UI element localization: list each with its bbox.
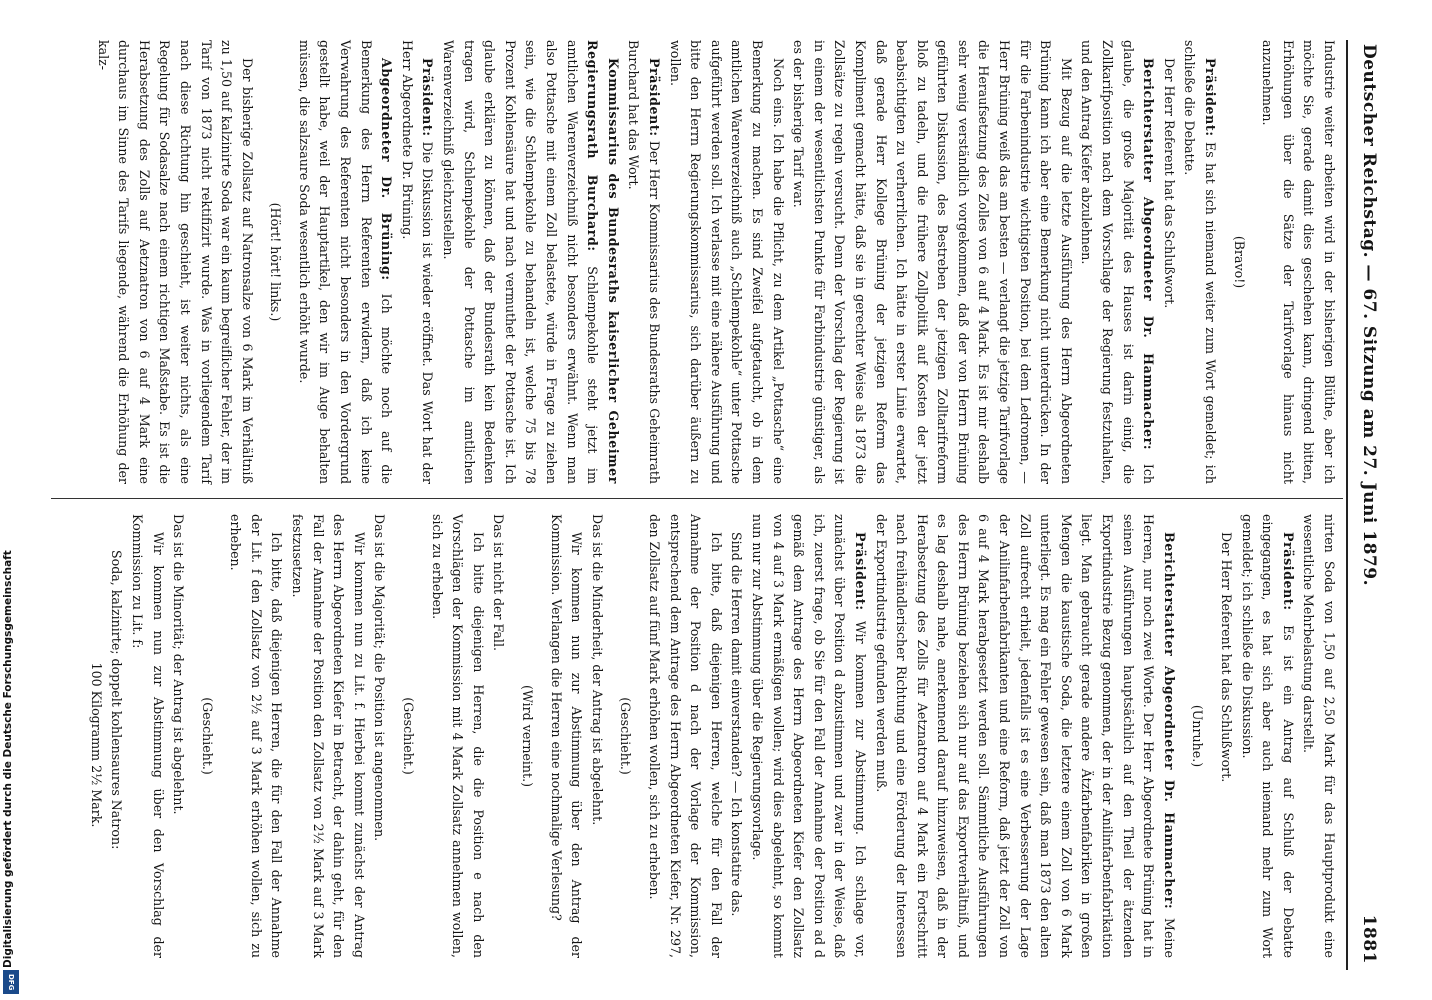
speech-text: Meine Herren, nur noch zwei Worte. Der Herr Abgeordnete Brüning hat in seinen Ausführungen hauptsächlich auf den Theil der ätzenden Exportindustrie Bezug genommen, der in der Anilinfarbenfabrikation liegt. Man gebraucht gerade andere Ätzfarbenfabriken in großen Mengen die kaustische Soda, die letztere einem Zoll von 6 Mark unterliegt. Es mag ein Fehler gewesen sein, daß man 1873 den alten Zoll aufrecht erhielt, jedenfalls ist es eine Verbesserung der Lage der Anilinfarbenfabrikanten und eine Reform, daß jetzt der Zoll von 6 auf 4 Mark herabgesetzt werden soll. Sämmtliche Ausführungen des Herrn Brüning beziehen sich nur auf das Exportverhältniß, und es lag deshalb nahe, anerkennend darauf hinzuweisen, daß in der Herabsetzung des Zolls für Aetznatron auf 4 Mark ein Fortschritt nach freihändlerischer Richtung und eine Förderung der Interessen der Exportindustrie gefunden werden muß. bbox=[873, 514, 1177, 958]
header-rule bbox=[1346, 40, 1348, 970]
text-paragraph: Noch eins. Ich habe die Pflicht, zu dem Artikel „Pottasche“ eine Bemerkung zu machen. Es sind Zweifel aufgetaucht, ob in dem amtlichen Warenverzeichniß auch „Schlempekohle“ unter Pottasche aufgeführt werden soll. Ich verlasse mit eine nähere Ausführung und bitte den Herrn Regierungskommissarius, sich darüber äußern zu wollen. bbox=[667, 40, 786, 484]
text-paragraph: Wir kommen nun zur Abstimmung über den Vorschlag der Kommission zu Lit. f: bbox=[129, 514, 166, 958]
tariff-rate: 100 Kilogramm 2½ Mark. bbox=[88, 662, 104, 828]
text-paragraph: nirten Soda von 1,50 auf 2,50 Mark für das Hauptprodukt eine wesentliche Mehrbelastung darstellt. bbox=[1301, 514, 1337, 958]
running-title: Deutscher Reichstag. — 67. Sitzung am 27. Juni 1879. bbox=[1359, 44, 1379, 586]
speech-paragraph bbox=[623, 40, 664, 484]
text-paragraph: Wir kommen nun zu Lit. f. Hierbei kommt zunächst der Antrag des Herrn Abgeordneten Kiefer in Betracht, der dahin geht, für den Fall der Annahme der Position den Zollsatz von 2½ Mark auf 3 Mark festzusetzen. bbox=[290, 514, 367, 958]
text-paragraph: Der Herr Referent hat das Schlußwort. bbox=[1161, 58, 1177, 309]
left-column bbox=[47, 40, 1339, 484]
text-paragraph: Das ist nicht der Fall. bbox=[491, 514, 507, 651]
text-paragraph: Das ist die Minderheit, der Antrag ist abgelehnt. bbox=[589, 514, 605, 826]
text-paragraph: Der Herr Referent hat das Schlußwort. bbox=[1219, 532, 1235, 783]
text-paragraph: Mit Bezug auf die letzte Ausführung des Herrn Abgeordneten Brüning kann ich aber eine Bemerkung nicht unterdrücken. In der für die Farbenindustrie wichtigsten Position, bei dem Ledromen, — Herr Brüning weiß das am besten — verlangt die jetzige Tarifvorlage die Heraufsetzung des Zolles von 6 auf 4 Mark. Es ist mir deshalb sehr wenig verständlich vorgekommen, daß der von Herrn Brüning geführten Diskussion, des Bestreben der jetzigen Zolltarifreform bloß zu tadeln, und die frühere Zollpolitik auf Kosten der jetzt beabsichtigten zu verherrlichen. Ich hätte in erster Linie erwartet, daß gerade Herr Kollege Brüning der jetzigen Reform das Kompliment gemacht hätte, daß sie in gerechter Weise als 1873 die Zollsätze zu regeln versucht. Denn der Vorschlag der Regierung ist in einem der wesentlichsten Punkte für Farbindustrie günstiger, als es der bisherige Tarif war. bbox=[791, 40, 1074, 484]
page-header bbox=[1349, 40, 1385, 970]
text-paragraph: Ich bitte, daß diejenigen Herren, die für den Fall der Annahme der Lit. f den Zollsatz von 2½ auf 3 Mark erhöhen wollen, sich zu erheben. bbox=[228, 514, 285, 958]
column-divider bbox=[51, 498, 1343, 499]
right-column bbox=[47, 514, 1339, 958]
stage-direction: (Bravo!) bbox=[1231, 235, 1247, 289]
speech-text: Es ist ein Antrag auf Schluß der Debatte eingegangen, es hat sich aber auch niemand mehr zum Wort gemeldet; ich schließe die Diskussion. bbox=[1239, 514, 1296, 958]
text-paragraph: Sind die Herren damit einverstanden? — Ich konstatire das. bbox=[729, 532, 745, 917]
speech-text: Ich möchte noch auf die Bemerkung des Herrn Referenten erwidern, daß ich keine Verwahrung des Referenten nicht besonders in den Vordergrund gestellt habe, weil der Hauptartikel, den wir im Auge behalten müssen, die salzsaure Soda wesentlich erhöht wurde. bbox=[296, 40, 395, 484]
speaker-name: Präsident: bbox=[852, 532, 868, 611]
newspaper-page bbox=[47, 40, 1385, 970]
speech-paragraph bbox=[1076, 40, 1158, 484]
stage-direction: (Hört! hört! links.) bbox=[268, 202, 284, 322]
stage-direction: (Unruhe.) bbox=[1190, 704, 1206, 768]
text-paragraph: Ich bitte diejenigen Herren, die die Position e nach den Vorschlägen der Kommission mit 4 Mark Zollsatz annehmen wollen, sich zu erheben. bbox=[429, 514, 486, 958]
text-paragraph: Der bisherige Zollsatz auf Natronsalze von 6 Mark im Verhältniß zu 1,50 auf kalzinirte Soda war ein kaum begreiflicher Fehler, der im Tarif von 1873 nicht rektifizirt wurde. Was in vorliegendem Tarif nach diese Richtung hin geschieht, ist weiter nichts, als eine Regelung für Sodasalze nach einem richtigen Maßstabe. Es ist die Herabsetzung des Zolls auf Aetznatron von 6 auf 4 Mark eine durchaus im Sinne des Tarifs liegende, während die Erhöhung der kalz- bbox=[95, 40, 255, 484]
speaker-name: Präsident: bbox=[1280, 532, 1296, 611]
speech-text: Der Herr Kommissarius des Bundesraths Geheimrath Burchard hat das Wort. bbox=[626, 40, 662, 484]
text-paragraph: Das ist die Majorität; die Position ist angenommen. bbox=[372, 514, 388, 842]
stage-direction: (Geschieht.) bbox=[618, 697, 634, 775]
tariff-item: Soda, kalzinirte; doppelt kohlensaures Natron: bbox=[109, 550, 125, 850]
stage-direction: (Wird verneint.) bbox=[520, 684, 536, 788]
text-paragraph: Industrie weiter arbeiten wird in der bisherigen Blüthe, aber ich möchte Sie, gerade damit dies geschehen kann, dringend bitten, Erhöhungen über die Sätze der Tarifvorlage hinaus nicht anzunehmen. bbox=[1260, 40, 1337, 484]
stage-direction: (Geschieht.) bbox=[199, 697, 215, 775]
speech-paragraph bbox=[396, 40, 437, 484]
credit-text: Digitalisierung gefördert durch die Deutsche Forschungsgemeinschaft bbox=[2, 550, 14, 968]
speaker-name: Kommissarius des Bundesraths kaiserlicher Geheimer Regierungsrath Burchard: bbox=[585, 40, 621, 484]
speech-paragraph bbox=[1179, 40, 1220, 484]
speaker-name: Präsident: bbox=[1203, 58, 1219, 137]
speech-paragraph bbox=[870, 514, 1179, 958]
speaker-name: Präsident: bbox=[647, 58, 662, 137]
speech-text: Die Diskussion ist wieder eröffnet. Das Wort hat der Herr Abgeordnete Dr. Brüning. bbox=[399, 40, 436, 484]
digitization-credit bbox=[0, 0, 24, 1000]
speech-text: Es hat sich niemand weiter zum Wort gemeldet; ich schließe die Debatte. bbox=[1182, 40, 1219, 484]
speech-paragraph bbox=[293, 40, 396, 484]
text-paragraph: Das ist die Minorität; der Antrag ist abgelehnt. bbox=[171, 514, 187, 815]
speech-paragraph bbox=[437, 40, 622, 484]
speaker-name: Berichterstatter Abgeordneter Dr. Hammacher: bbox=[1141, 58, 1157, 451]
speech-paragraph bbox=[1236, 514, 1298, 958]
speech-text: Ich glaube, die große Majorität des Hauses ist darin einig, die Zollkarifposition nach dem Vorschlage der Regierung festzuhalten, und den Antrag Kiefer abzulehnen. bbox=[1079, 40, 1157, 484]
text-paragraph: Ich bitte, daß diejenigen Herren, welche für den Fall der Annahme der Position d nach der Vorlage der Kommission, entsprechend dem Antrage des Herrn Abgeordneten Kiefer, Nr. 297, den Zollsatz auf fünf Mark erhöhen wollen, sich zu erheben. bbox=[647, 514, 724, 958]
speech-paragraph bbox=[746, 514, 870, 958]
text-paragraph: Wir kommen nun zur Abstimmung über den Antrag der Kommission. Verlangen die Herren eine nochmalige Verlesung? bbox=[548, 514, 585, 958]
speaker-name: Berichterstatter Abgeordneter Dr. Hammacher: bbox=[1161, 532, 1177, 910]
speaker-name: Präsident: bbox=[420, 58, 436, 137]
page-number: 1881 bbox=[1359, 914, 1379, 964]
speech-text: Wir kommen zur Abstimmung. Ich schlage vor, zunächst über Position d abzustimmen und zwar in der Weise, daß ich, zuerst frage, ob Sie für den Fall der Annahme der Position ad d gemäß dem Antrage des Herrn Abgeordneten Kiefer den Zollsatz von 4 auf 3 Mark ermäßigen wollen; wird dies abgelehnt, so kommt nun nur zur Abstimmung über die Regierungsvorlage. bbox=[749, 514, 868, 958]
dfg-logo: DFG bbox=[3, 970, 19, 994]
speech-text: Schlempekohle steht jetzt im amtlichen Warenverzeichniß nicht besonders erwähnt. Wenn man also Pottasche mit einem Zoll belastete, würde in Frage zu ziehen sein, wie die Schlempekohle zu behandeln ist, welche 75 bis 78 Prozent Kohlensäure hat und nach vermuthet der Pottasche ist. Ich glaube erklären zu können, daß der Bundesrath kein Bedenken tragen wird, Schlempekohle der Pottasche im amtlichen Warenverzeichniß gleichzustellen. bbox=[441, 40, 601, 484]
stage-direction: (Geschieht.) bbox=[401, 697, 417, 775]
speaker-name: Abgeordneter Dr. Brüning: bbox=[379, 58, 395, 281]
